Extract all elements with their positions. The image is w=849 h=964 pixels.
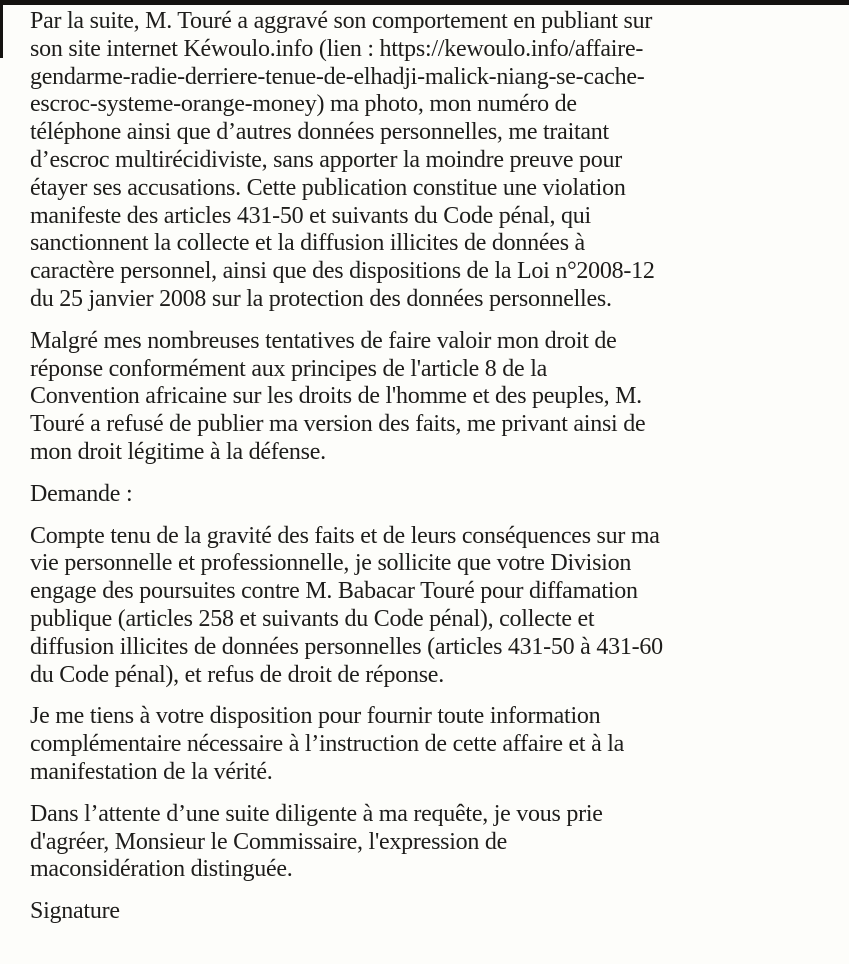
paragraph-formule-politesse (30, 801, 831, 884)
text-line: son site internet Kéwoulo.info (lien : https://kewoulo.info/affaire- (30, 35, 644, 62)
scan-border-top (0, 0, 849, 5)
text-line: publique (articles 258 et suivants du Code pénal), collecte et (30, 605, 595, 632)
text-line: mon droit légitime à la défense. (30, 438, 326, 465)
text-line: Dans l’attente d’une suite diligente à ma requête, je vous prie (30, 800, 603, 827)
text-line: réponse conformément aux principes de l'article 8 de la (30, 355, 548, 382)
text-line: complémentaire nécessaire à l’instruction de cette affaire et à la (30, 731, 625, 758)
text-line: Convention africaine sur les droits de l'homme et des peuples, M. (30, 383, 642, 410)
text-line: du Code pénal), et refus de droit de réponse. (30, 661, 444, 688)
paragraph-signature (30, 898, 831, 926)
text-line: engage des poursuites contre M. Babacar Touré pour diffamation (30, 578, 638, 605)
text-line: sanctionnent la collecte et la diffusion illicites de données à (30, 230, 585, 257)
text-line: Compte tenu de la gravité des faits et de leurs conséquences sur ma (30, 522, 660, 549)
text-line: d'agréer, Monsieur le Commissaire, l'expression de (30, 828, 508, 855)
text-line: Par la suite, M. Touré a aggravé son comportement en publiant sur (30, 8, 653, 34)
paragraph-demande-heading (30, 481, 831, 509)
text-line: vie personnelle et professionnelle, je sollicite que votre Division (30, 550, 632, 577)
text-line: Je me tiens à votre disposition pour fournir toute information (30, 703, 601, 730)
text-line: du 25 janvier 2008 sur la protection des données personnelles. (30, 285, 612, 312)
paragraph-disposition (30, 703, 831, 786)
text-line: d’escroc multirécidiviste, sans apporter la moindre preuve pour (30, 146, 623, 173)
text-line: Touré a refusé de publier ma version des faits, me privant ainsi de (30, 411, 646, 438)
text-line: téléphone ainsi que d’autres données personnelles, me traitant (30, 119, 609, 146)
text-line: diffusion illicites de données personnelles (articles 431-50 à 431-60 (30, 633, 663, 660)
text-line: caractère personnel, ainsi que des dispositions de la Loi n°2008-12 (30, 258, 655, 285)
text-line: Malgré mes nombreuses tentatives de faire valoir mon droit de (30, 327, 617, 354)
text-line: gendarme-radie-derriere-tenue-de-elhadji-malick-niang-se-cache- (30, 63, 645, 90)
scan-border-left (0, 0, 3, 58)
paragraph-publication (30, 8, 831, 314)
text-line: Signature (30, 898, 120, 925)
text-line: escroc-systeme-orange-money) ma photo, mon numéro de (30, 91, 577, 118)
text-line: étayer ses accusations. Cette publication constitue une violation (30, 174, 626, 201)
text-line: maconsidération distinguée. (30, 856, 293, 883)
text-line: manifestation de la vérité. (30, 758, 273, 785)
text-line: manifeste des articles 431-50 et suivants du Code pénal, qui (30, 202, 591, 229)
text-line: Demande : (30, 480, 133, 507)
paragraph-droit-de-reponse (30, 328, 831, 467)
paragraph-poursuites (30, 523, 831, 690)
